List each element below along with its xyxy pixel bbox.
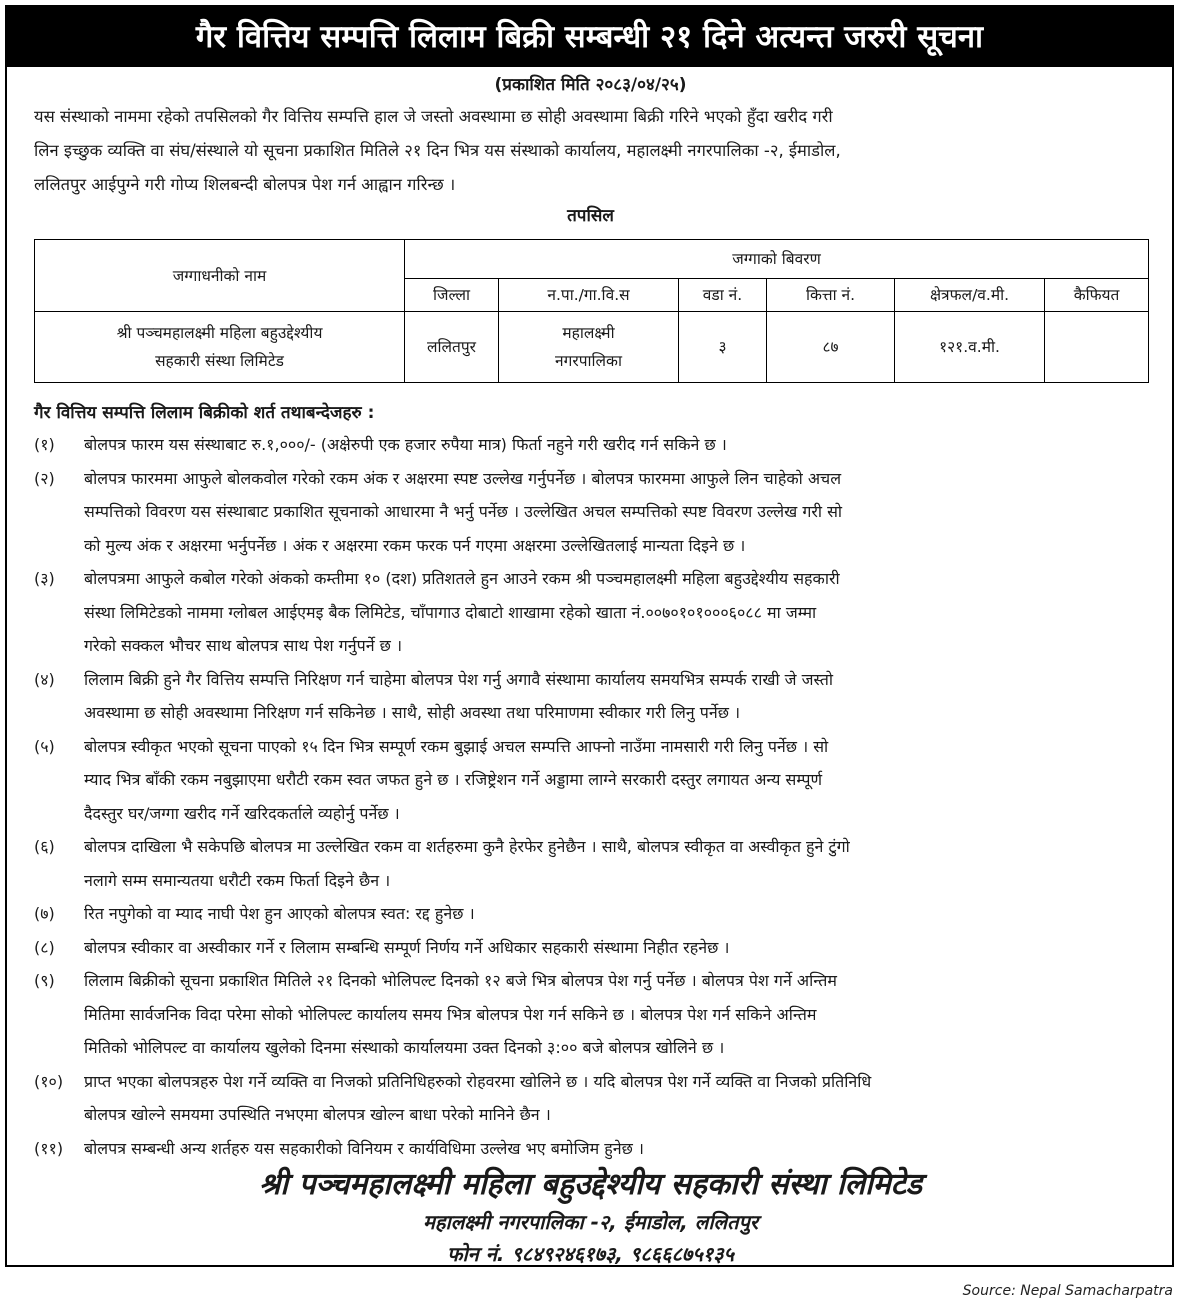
condition-number: (७) <box>34 904 55 923</box>
condition-line: बोलपत्र खोल्ने समयमा उपस्थिति नभएमा बोलपत्र खोल्न बाधा परेको मानिने छैन । <box>84 1105 551 1124</box>
condition-item <box>34 663 1148 730</box>
condition-line: संस्था लिमिटेडको नाममा ग्लोबल आईएमइ बैक लिमिटेड, चाँपागाउ दोबाटो शाखामा रहेको खाता नं.००७०१०१०००६०८८ मा जम्मा <box>84 602 817 622</box>
condition-line: बोलपत्र स्वीकार वा अस्वीकार गर्ने र लिलाम सम्बन्धि सम्पूर्ण निर्णय गर्ने अधिकार सहकारी संस्थामा निहीत रहनेछ । <box>84 937 730 957</box>
col-area: क्षेत्रफल/व.मी. <box>895 279 1045 312</box>
owner-header: जग्गाधनीको नाम <box>35 240 405 312</box>
condition-line: बोलपत्र स्वीकृत भएको सूचना पाएको १५ दिन भित्र सम्पूर्ण रकम बुझाई अचल सम्पत्ति आफ्नो नाउँमा नामसारी गरी लिनु पर्नेछ । सो <box>84 736 829 756</box>
owner-line: श्री पञ्चमहालक्ष्मी महिला बहुउद्देश्यीय <box>116 324 323 342</box>
organization-name: श्री पञ्चमहालक्ष्मी महिला बहुउद्देश्यीय सहकारी संस्था लिमिटेड <box>259 1167 922 1202</box>
col-remarks: कैफियत <box>1045 279 1149 312</box>
col-municipality: न.पा./गा.वि.स <box>499 279 679 312</box>
col-district: जिल्ला <box>405 279 499 312</box>
municipality-line: महालक्ष्मी <box>562 324 615 342</box>
intro-line: लिन इच्छुक व्यक्ति वा संघ/संस्थाले यो सूचना प्रकाशित मितिले २१ दिन भित्र यस संस्थाको कार्यालय, महालक्ष्मी नगरपालिका -२, ईमाडोल, <box>34 141 841 160</box>
condition-item <box>34 428 1148 462</box>
condition-number: (८) <box>34 937 55 957</box>
condition-number: (४) <box>34 669 55 689</box>
conditions-title: गैर वित्तिय सम्पत्ति लिलाम बिक्रीको शर्त तथाबन्देजहरु : <box>34 403 375 423</box>
condition-item <box>34 462 1148 563</box>
condition-text <box>84 830 1148 897</box>
col-plot: कित्ता नं. <box>767 279 895 312</box>
condition-number: (१०) <box>34 1071 64 1091</box>
area-cell: १२१.व.मी. <box>895 312 1045 383</box>
land-details-header: जग्गाको बिवरण <box>405 240 1149 279</box>
condition-line: बोलपत्र फारम यस संस्थाबाट रु.१,०००/- (अक्षेरुपी एक हजार रुपैया मात्र) फिर्ता नहुने गरी खरीद गर्न सकिने छ । <box>84 435 727 454</box>
condition-number: (१) <box>34 435 55 454</box>
table-row <box>35 312 1149 383</box>
condition-text <box>84 663 1148 730</box>
condition-line: लिलाम बिक्री हुने गैर वित्तिय सम्पत्ति निरिक्षण गर्न चाहेमा बोलपत्र पेश गर्नु अगावै संस्थामा कार्यालय समयभित्र सम्पर्क राखी जे जस्तो <box>84 669 834 689</box>
condition-number: (५) <box>34 736 55 756</box>
district-cell: ललितपुर <box>405 312 499 383</box>
owner-cell <box>35 312 405 383</box>
municipality-line: नगरपालिका <box>555 352 622 370</box>
col-ward: वडा नं. <box>679 279 767 312</box>
condition-line: दैदस्तुर घर/जग्गा खरीद गर्ने खरिदकर्ताले व्यहोर्नु पर्नेछ । <box>84 803 400 823</box>
condition-line: मितिमा सार्वजनिक विदा परेमा सोको भोलिपल्ट कार्यालय समय भित्र बोलपत्र पेश गर्न सकिने छ । बोलपत्र पेश गर्न सकिने अन्तिम <box>84 1004 817 1024</box>
schedule-heading: तपसिल <box>567 206 614 226</box>
condition-text <box>84 730 1148 831</box>
organization-address: महालक्ष्मी नगरपालिका -२, ईमाडोल, ललितपुर <box>422 1210 759 1234</box>
condition-text <box>84 1132 1148 1166</box>
condition-item <box>34 730 1148 831</box>
intro-line: ललितपुर आईपुग्ने गरी गोप्य शिलबन्दी बोलपत्र पेश गर्न आह्वान गरिन्छ । <box>34 175 456 194</box>
condition-text <box>84 1065 1148 1132</box>
condition-number: (११) <box>34 1138 64 1158</box>
condition-number: (३) <box>34 569 55 588</box>
condition-item <box>34 562 1148 663</box>
condition-line: लिलाम बिक्रीको सूचना प्रकाशित मितिले २१ दिनको भोलिपल्ट दिनको १२ बजे भित्र बोलपत्र पेश गर्नु पर्नेछ । बोलपत्र पेश गर्ने अन्तिम <box>84 971 837 990</box>
remarks-cell <box>1045 312 1149 383</box>
condition-line: म्याद भित्र बाँकी रकम नबुझाएमा धरौटी रकम स्वत जफत हुने छ । रजिष्ट्रेशन गर्ने अड्डामा लाग्ने सरकारी दस्तुर लगायत अन्य सम्पूर्ण <box>84 770 823 789</box>
source-credit: Source: Nepal Samacharpatra <box>962 1283 1173 1299</box>
condition-text <box>84 897 1148 931</box>
condition-line: बोलपत्र फारममा आफुले बोलकवोल गरेको रकम अंक र अक्षरमा स्पष्ट उल्लेख गर्नुपर्नेछ । बोलपत्र फारममा आफुले लिन चाहेको अचल <box>84 468 842 488</box>
condition-item <box>34 830 1148 897</box>
condition-line: मितिको भोलिपल्ट वा कार्यालय खुलेको दिनमा संस्थाको कार्यालयमा उक्त दिनको ३:०० बजे बोलपत्र खोलिने छ । <box>84 1038 725 1057</box>
intro-line: यस संस्थाको नाममा रहेको तपसिलको गैर वित्तिय सम्पत्ति हाल जे जस्तो अवस्थामा छ सोही अवस्थामा बिक्री गरिने भएको हुँदा खरीद गरी <box>34 107 833 126</box>
condition-line: बोलपत्रमा आफुले कबोल गरेको अंकको कम्तीमा १० (दश) प्रतिशतले हुन आउने रकम श्री पञ्चमहालक्ष्मी महिला बहुउद्देश्यीय सहकारी <box>84 569 840 588</box>
condition-line: प्राप्त भएका बोलपत्रहरु पेश गर्ने व्यक्ति वा निजको प्रतिनिधिहरुको रोहवरमा खोलिने छ । यदि बोलपत्र पेश गर्ने व्यक्ति वा निजको प्रतिनिधि <box>84 1071 872 1091</box>
condition-item <box>34 1065 1148 1132</box>
plot-cell: ८७ <box>767 312 895 383</box>
owner-line: सहकारी संस्था लिमिटेड <box>155 352 284 370</box>
condition-line: सम्पत्तिको विवरण यस संस्थाबाट प्रकाशित सूचनाको आधारमा नै भर्नु पर्नेछ । उल्लेखित अचल सम्पत्तिको स्पष्ट विवरण उल्लेख गरी सो <box>84 502 843 521</box>
ward-cell: ३ <box>679 312 767 383</box>
condition-line: नलागे सम्म समान्यतया धरौटी रकम फिर्ता दिइने छैन । <box>84 870 391 890</box>
condition-line: रित नपुगेको वा म्याद नाघी पेश हुन आएको बोलपत्र स्वत: रद्द हुनेछ । <box>84 904 475 923</box>
land-details-table <box>34 239 1149 383</box>
notice-title: गैर वित्तिय सम्पत्ति लिलाम बिक्री सम्बन्धी २१ दिने अत्यन्त जरुरी सूचना <box>7 7 1172 67</box>
condition-line: बोलपत्र दाखिला भै सकेपछि बोलपत्र मा उल्लेखित रकम वा शर्तहरुमा कुनै हेरफेर हुनेछैन । साथै, बोलपत्र स्वीकृत वा अस्वीकृत हुने टुंगो <box>84 837 850 856</box>
organization-phone: फोन नं. ९८४९२४६१७३, ९८६६८७५१३५ <box>447 1242 734 1266</box>
condition-number: (६) <box>34 837 55 856</box>
conditions-list <box>34 428 1148 1165</box>
condition-text <box>84 964 1148 1065</box>
condition-item <box>34 897 1148 931</box>
condition-text <box>84 562 1148 663</box>
condition-item <box>34 1132 1148 1166</box>
condition-text <box>84 428 1148 462</box>
condition-line: गरेको सक्कल भौचर साथ बोलपत्र साथ पेश गर्नुपर्ने छ । <box>84 636 403 655</box>
condition-number: (२) <box>34 468 55 488</box>
condition-number: (९) <box>34 971 55 990</box>
municipality-cell <box>499 312 679 383</box>
condition-item <box>34 931 1148 965</box>
intro-paragraph <box>34 100 1148 202</box>
published-date: (प्रकाशित मिति २०८३/०४/२५) <box>494 75 687 95</box>
condition-line: बोलपत्र सम्बन्धी अन्य शर्तहरु यस सहकारीको विनियम र कार्यविधिमा उल्लेख भए बमोजिम हुनेछ । <box>84 1138 644 1158</box>
condition-item <box>34 964 1148 1065</box>
condition-text <box>84 931 1148 965</box>
condition-text <box>84 462 1148 563</box>
condition-line: को मुल्य अंक र अक्षरमा भर्नुपर्नेछ । अंक र अक्षरमा रकम फरक पर्न गएमा अक्षरमा उल्लेखितलाई मान्यता दिइने छ । <box>84 535 746 555</box>
condition-line: अवस्थामा छ सोही अवस्थामा निरिक्षण गर्न सकिनेछ । साथै, सोही अवस्था तथा परिमाणमा स्वीकार गरी लिनु पर्नेछ । <box>84 703 741 722</box>
